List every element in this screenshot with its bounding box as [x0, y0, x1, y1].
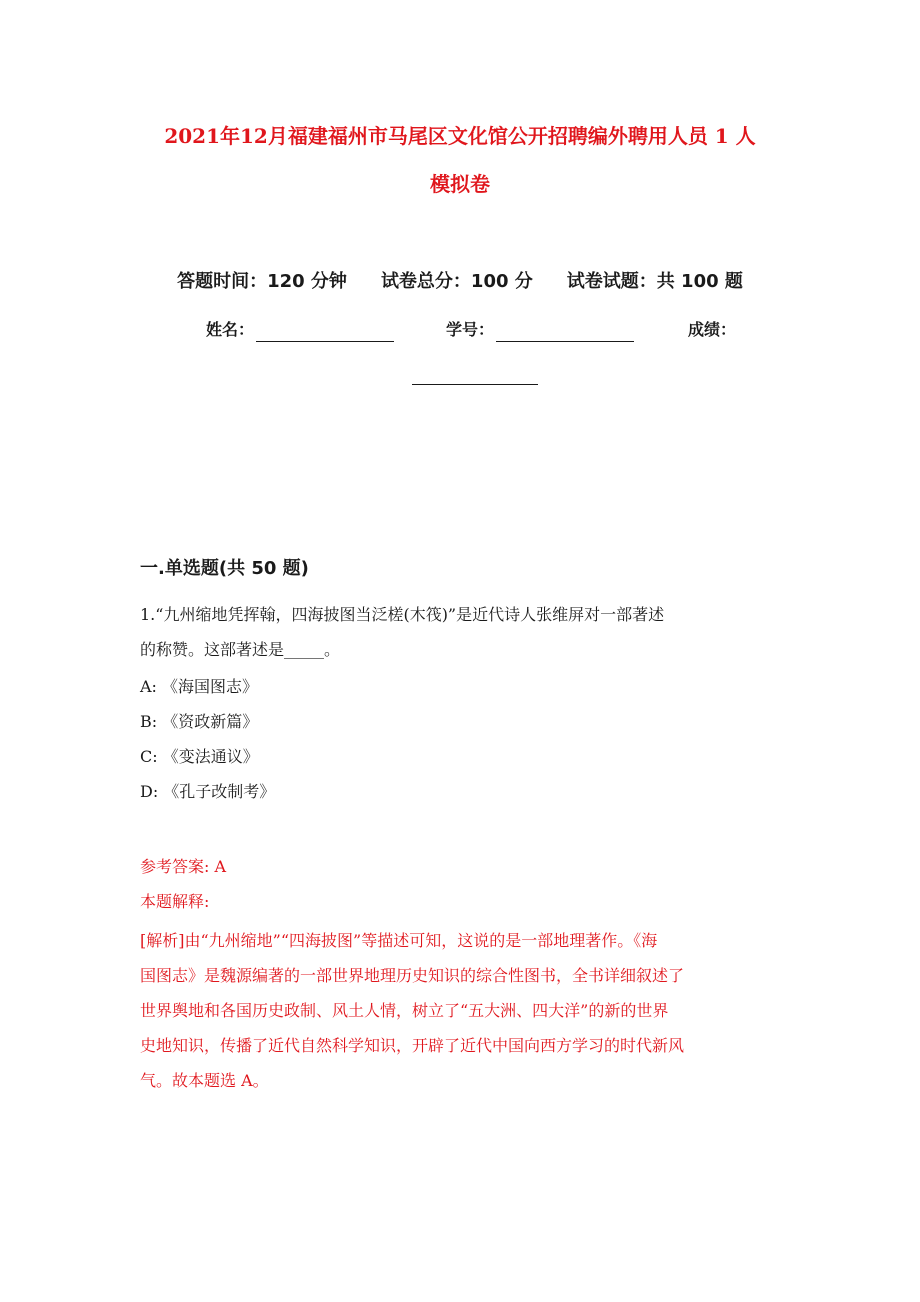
explanation-line: 世界舆地和各国历史政制、风土人情，树立了“五大洲、四大洋”的新的世界	[140, 1001, 669, 1020]
option-a: A: 《海国图志》	[140, 677, 259, 696]
student-id-blank	[496, 323, 634, 342]
score-label: 成绩：	[688, 320, 737, 339]
name-label: 姓名：	[206, 320, 255, 339]
section-heading: 一.单选题(共 50 题)	[140, 558, 309, 579]
score-field	[688, 318, 736, 342]
option-d: D: 《孔子改制考》	[140, 782, 276, 801]
explanation-line: 气。故本题选 A。	[140, 1071, 269, 1090]
exam-total-score: 试卷总分：100 分	[380, 271, 533, 292]
question-line: 1.“九州缩地凭挥翰，四海披图当泛槎(木筏)”是近代诗人张维屏对一部著述	[140, 605, 665, 624]
reference-answer: 参考答案: A	[140, 857, 227, 876]
exam-info-row	[0, 270, 920, 294]
question-options	[140, 669, 784, 809]
student-id-field	[446, 318, 634, 342]
option-b: B: 《资政新篇》	[140, 712, 259, 731]
name-blank	[256, 323, 394, 342]
student-id-label: 学号：	[446, 320, 495, 339]
question-stem	[140, 597, 784, 667]
answer-block	[140, 849, 784, 919]
explanation-line: [解析]由“九州缩地”“四海披图”等描述可知，这说的是一部地理著作。《海	[140, 931, 658, 950]
explanation-line: 国图志》是魏源编著的一部世界地理历史知识的综合性图书，全书详细叙述了	[140, 966, 685, 985]
option-c: C: 《变法通议》	[140, 747, 259, 766]
question-line: 的称赞。这部著述是_____。	[140, 640, 341, 659]
exam-time: 答题时间：120 分钟	[177, 271, 347, 292]
explanation-text	[140, 923, 784, 1098]
name-field	[206, 318, 394, 342]
exam-title-line2: 模拟卷	[430, 172, 490, 196]
explanation-label: 本题解释:	[140, 892, 210, 911]
explanation-line: 史地知识，传播了近代自然科学知识，开辟了近代中国向西方学习的时代新风	[140, 1036, 685, 1055]
exam-title-line1: 2021年12月福建福州市马尾区文化馆公开招聘编外聘用人员 1 人	[164, 124, 756, 148]
score-blank	[412, 366, 538, 385]
exam-question-count: 试卷试题：共 100 题	[566, 271, 743, 292]
